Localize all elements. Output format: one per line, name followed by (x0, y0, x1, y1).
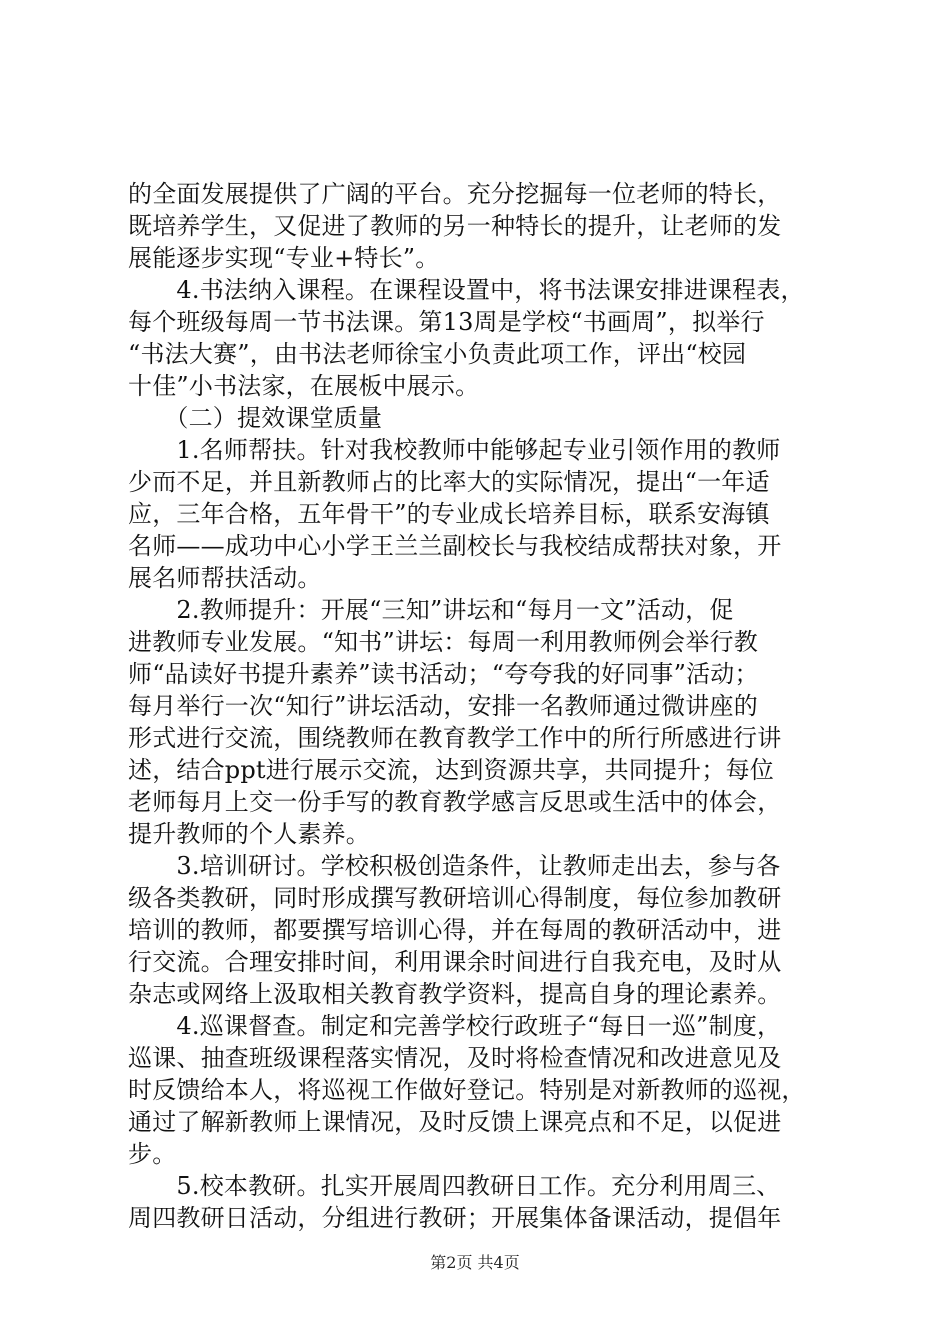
text-line: 既培养学生，又促进了教师的另一种特长的提升，让老师的发 (128, 212, 782, 240)
text-line: 巡课、抽查班级课程落实情况，及时将检查情况和改进意见及 (128, 1044, 782, 1072)
text-line: 杂志或网络上汲取相关教育教学资料，提高自身的理论素养。 (128, 980, 782, 1008)
document-body (128, 178, 828, 1234)
text-line: 老师每月上交一份手写的教育教学感言反思或生活中的体会， (128, 788, 782, 816)
text-line: 时反馈给本人，将巡视工作做好登记。特别是对新教师的巡视， (128, 1076, 806, 1104)
text-line: 的全面发展提供了广阔的平台。充分挖掘每一位老师的特长， (128, 180, 782, 208)
text-line: 名师——成功中心小学王兰兰副校长与我校结成帮扶对象，开 (128, 532, 782, 560)
text-line: 进教师专业发展。“知书”讲坛：每周一利用教师例会举行教 (128, 628, 758, 656)
text-line: 培训的教师，都要撰写培训心得，并在每周的教研活动中，进 (128, 916, 782, 944)
text-line: 3.培训研讨。学校积极创造条件，让教师走出去，参与各 (128, 852, 781, 880)
text-line: 少而不足，并且新教师占的比率大的实际情况，提出“一年适 (128, 468, 770, 496)
text-line: 十佳”小书法家，在展板中展示。 (128, 372, 480, 400)
text-line: （二）提效课堂质量 (128, 404, 383, 432)
text-line: 展能逐步实现“专业+特长”。 (128, 244, 440, 272)
text-line: 每月举行一次“知行”讲坛活动，安排一名教师通过微讲座的 (128, 692, 758, 720)
text-line: 步。 (128, 1140, 177, 1168)
text-line: 述，结合ppt进行展示交流，达到资源共享，共同提升；每位 (128, 756, 774, 784)
text-line: 通过了解新教师上课情况，及时反馈上课亮点和不足，以促进 (128, 1108, 782, 1136)
text-line: 级各类教研，同时形成撰写教研培训心得制度，每位参加教研 (128, 884, 782, 912)
page-number-label: 第2页 共4页 (430, 1253, 520, 1272)
text-line: 应，三年合格，五年骨干”的专业成长培养目标，联系安海镇 (128, 500, 770, 528)
text-line: 展名师帮扶活动。 (128, 564, 322, 592)
text-line: 师“品读好书提升素养”读书活动；“夸夸我的好同事”活动； (128, 660, 759, 688)
text-line: 提升教师的个人素养。 (128, 820, 370, 848)
text-line: 4.巡课督查。制定和完善学校行政班子“每日一巡”制度， (128, 1012, 782, 1040)
text-line: 行交流。合理安排时间，利用课余时间进行自我充电，及时从 (128, 948, 782, 976)
text-line: 5.校本教研。扎实开展周四教研日工作。充分利用周三、 (128, 1172, 781, 1200)
text-line: 形式进行交流，围绕教师在教育教学工作中的所行所感进行讲 (128, 724, 782, 752)
text-line: 周四教研日活动，分组进行教研；开展集体备课活动，提倡年 (128, 1204, 782, 1232)
text-line: 2.教师提升：开展“三知”讲坛和“每月一文”活动，促 (128, 596, 734, 624)
text-line: “书法大赛”，由书法老师徐宝小负责此项工作，评出“校园 (128, 340, 747, 368)
text-line: 每个班级每周一节书法课。第13周是学校“书画周”，拟举行 (128, 308, 765, 336)
text-line: 4.书法纳入课程。在课程设置中，将书法课安排进课程表， (128, 276, 805, 304)
page-footer (0, 1252, 950, 1274)
text-line: 1.名师帮扶。针对我校教师中能够起专业引领作用的教师 (128, 436, 781, 464)
